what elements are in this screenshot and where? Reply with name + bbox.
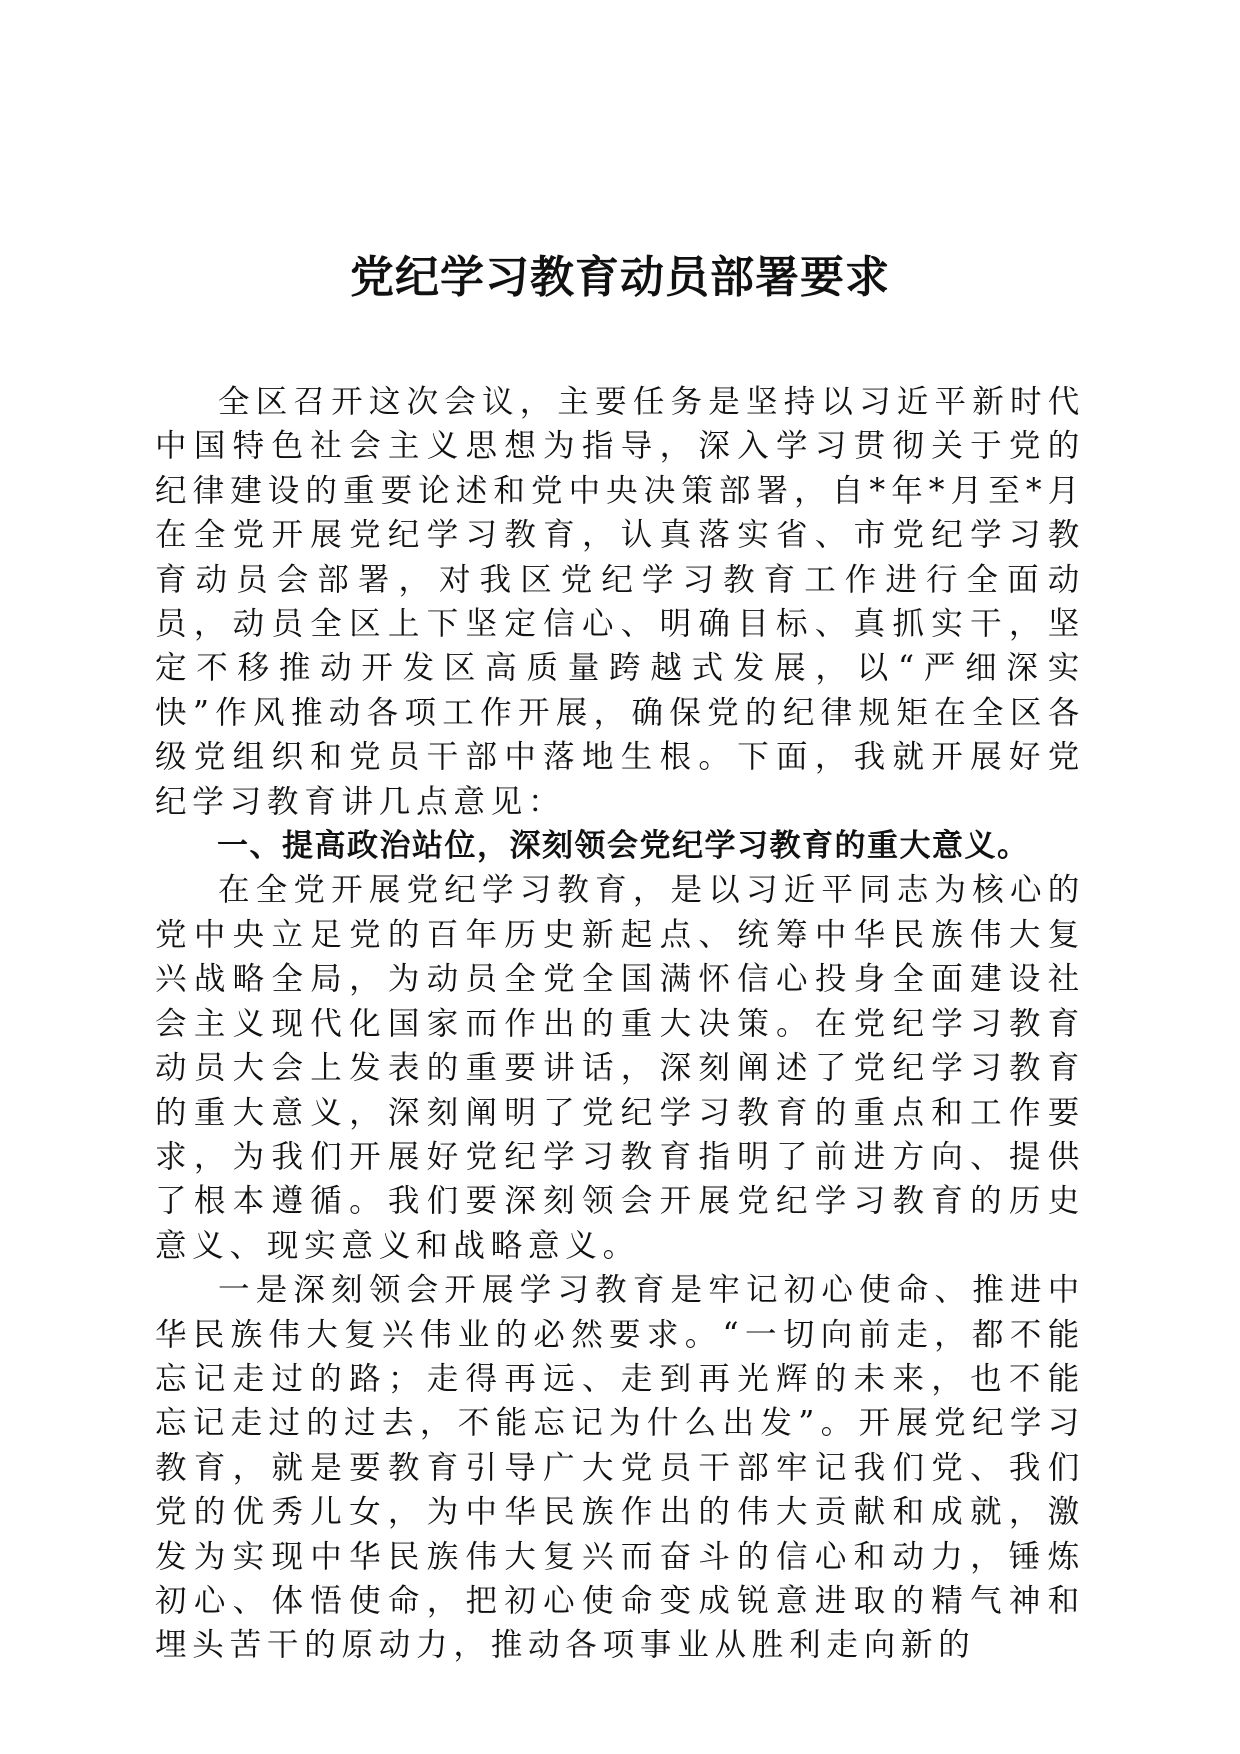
intro-paragraph: 全区召开这次会议，主要任务是坚持以习近平新时代中国特色社会主义思想为指导，深入学习贯彻关于党的纪律建设的重要论述和党中央决策部署，自*年*月至*月在全党开展党纪学习教育，认真落实省、市党纪学习教育动员会部署，对我区党纪学习教育工作进行全面动员，动员全区上下坚定信心、明确目标、真抓实干，坚定不移推动开发区高质量跨越式发展，以“严细深实快”作风推动各项工作开展，确保党的纪律规矩在全区各级党组织和党员干部中落地生根。下面，我就开展好党纪学习教育讲几点意见： xyxy=(155,384,1085,820)
document-title: 党纪学习教育动员部署要求 xyxy=(350,252,890,303)
document-body xyxy=(155,380,1085,1668)
point-1-paragraph: 一是深刻领会开展学习教育是牢记初心使命、推进中华民族伟大复兴伟业的必然要求。“一切向前走，都不能忘记走过的路；走得再远、走到再光辉的未来，也不能忘记走过的过去，不能忘记为什么出发”。开展党纪学习教育，就是要教育引导广大党员干部牢记我们党、我们党的优秀儿女，为中华民族作出的伟大贡献和成就，激发为实现中华民族伟大复兴而奋斗的信心和动力，锤炼初心、体悟使命，把初心使命变成锐意进取的精气神和埋头苦干的原动力，推动各项事业从胜利走向新的 xyxy=(155,1272,1085,1664)
section-1-paragraph: 在全党开展党纪学习教育，是以习近平同志为核心的党中央立足党的百年历史新起点、统筹中华民族伟大复兴战略全局，为动员全党全国满怀信心投身全面建设社会主义现代化国家而作出的重大决策。在党纪学习教育动员大会上发表的重要讲话，深刻阐述了党纪学习教育的重大意义，深刻阐明了党纪学习教育的重点和工作要求，为我们开展好党纪学习教育指明了前进方向、提供了根本遵循。我们要深刻领会开展党纪学习教育的历史意义、现实意义和战略意义。 xyxy=(155,872,1085,1264)
section-heading-1: 一、提高政治站位，深刻领会党纪学习教育的重大意义。 xyxy=(217,828,1030,865)
